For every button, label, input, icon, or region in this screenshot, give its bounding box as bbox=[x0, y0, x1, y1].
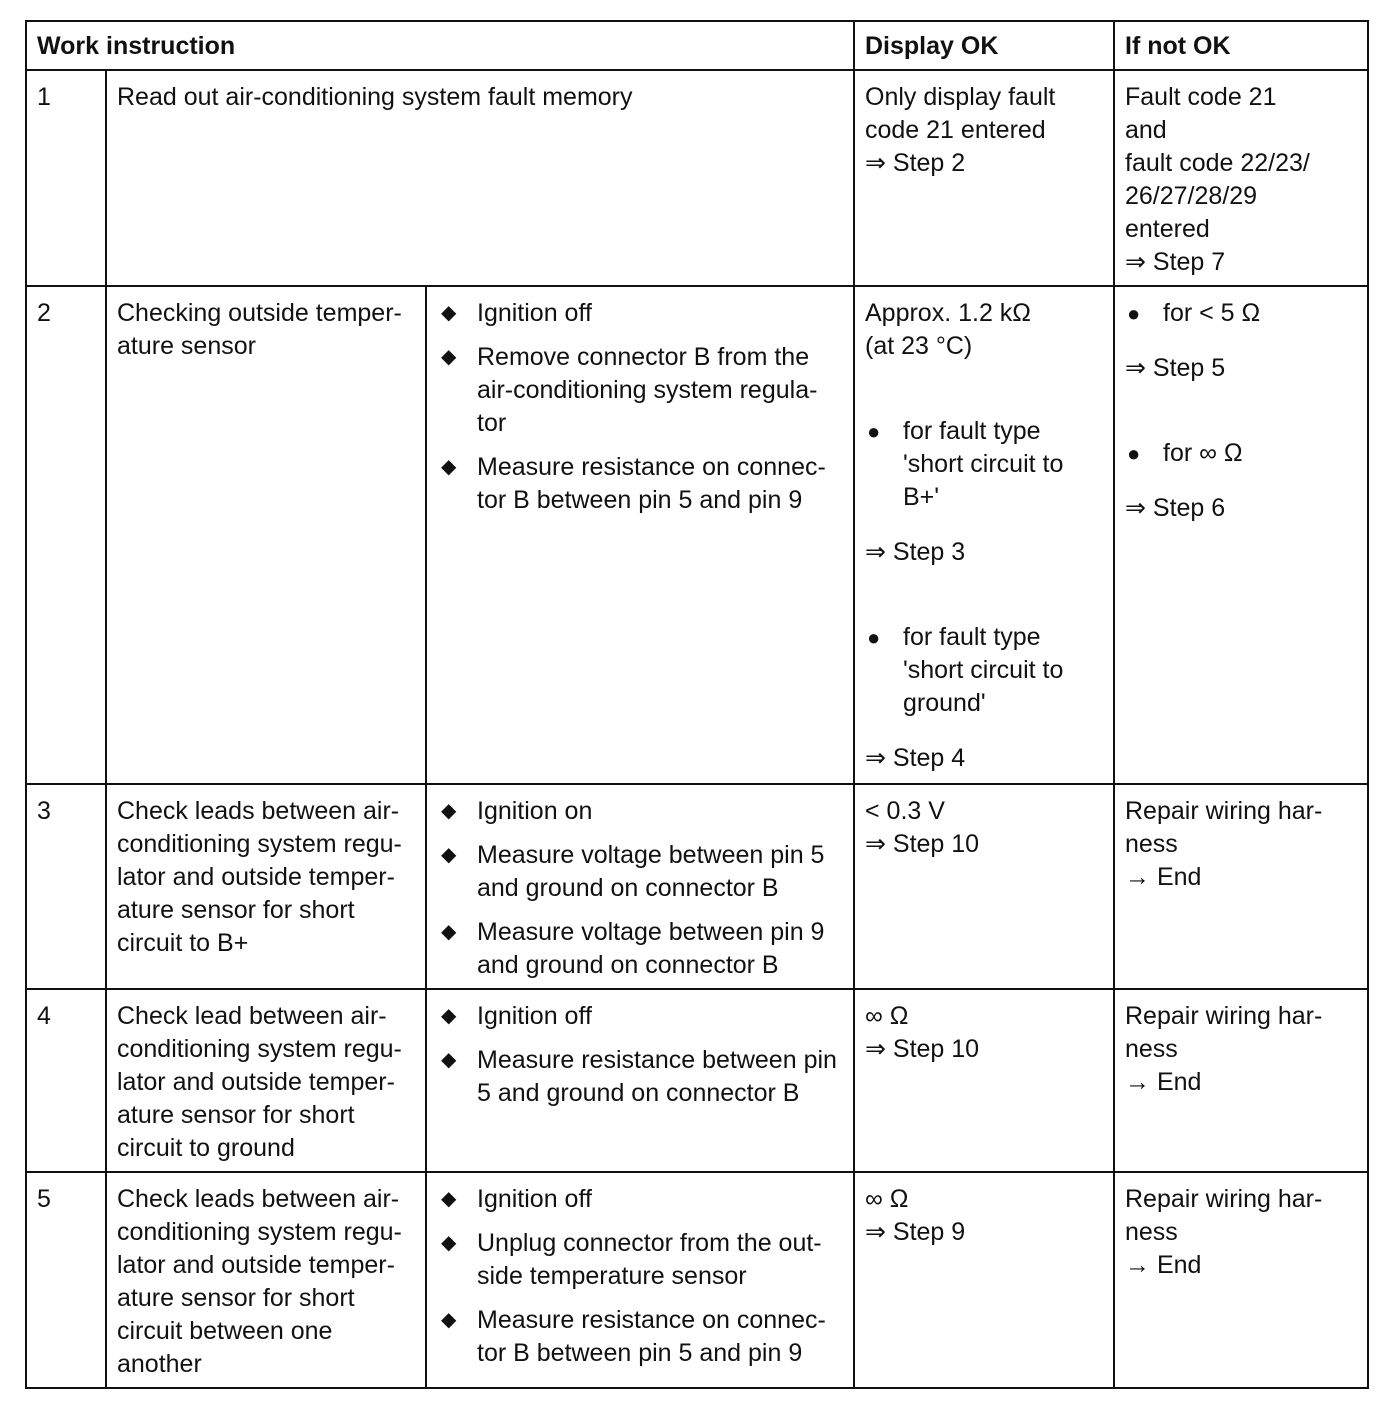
case-result: ⇒ Step 3 bbox=[865, 538, 966, 566]
step-actions bbox=[426, 784, 854, 989]
display-ok-line: Only display fault bbox=[865, 83, 1056, 111]
not-ok-line: Repair wiring har-ness bbox=[1125, 1002, 1323, 1063]
diamond-bullet-icon: ◆ bbox=[441, 456, 457, 478]
case-result: ⇒ Step 6 bbox=[1125, 494, 1226, 522]
step-number: 1 bbox=[26, 70, 106, 286]
not-ok-line: Repair wiring har-ness bbox=[1125, 797, 1323, 858]
dot-bullet-icon: ● bbox=[867, 419, 881, 444]
step-number: 4 bbox=[26, 989, 106, 1172]
diamond-bullet-icon: ◆ bbox=[441, 1049, 457, 1071]
not-ok-cell bbox=[1114, 286, 1368, 784]
step-title: Read out air-conditioning system fault memory bbox=[106, 70, 854, 286]
action-item: ◆ Remove connector B from the air-conditioning system regula-tor bbox=[441, 343, 818, 437]
not-ok-line: Repair wiring har-ness bbox=[1125, 1185, 1323, 1246]
display-ok-cell bbox=[854, 70, 1114, 286]
table-row bbox=[26, 70, 1368, 286]
not-ok-cell bbox=[1114, 784, 1368, 989]
fault-case: ● for fault type 'short circuit to ground' bbox=[867, 623, 1064, 717]
action-item: ◆ Unplug connector from the out-side temperature sensor bbox=[441, 1229, 822, 1290]
diamond-bullet-icon: ◆ bbox=[441, 346, 457, 368]
display-ok-line: ∞ Ω bbox=[865, 1002, 909, 1030]
display-ok-line: ∞ Ω bbox=[865, 1185, 909, 1213]
header-if-not-ok: If not OK bbox=[1114, 21, 1368, 70]
dot-bullet-icon: ● bbox=[867, 625, 881, 650]
not-ok-line: → End bbox=[1125, 863, 1202, 891]
case-result: ⇒ Step 5 bbox=[1125, 354, 1226, 382]
display-ok-cell bbox=[854, 784, 1114, 989]
not-ok-cell bbox=[1114, 1172, 1368, 1388]
dot-bullet-icon: ● bbox=[1127, 441, 1141, 466]
not-ok-line: ⇒ Step 7 bbox=[1125, 248, 1226, 276]
action-item: ◆ Ignition on bbox=[437, 795, 843, 828]
display-ok-line: code 21 entered bbox=[865, 116, 1046, 144]
step-title: Check leads between air-conditioning system regu-lator and outside temper-ature sensor for short circuit between one another bbox=[106, 1172, 426, 1388]
action-item: ◆ Measure voltage between pin 5 and ground on connector B bbox=[441, 841, 825, 902]
not-ok-line: entered bbox=[1125, 215, 1210, 243]
not-ok-line: → End bbox=[1125, 1251, 1202, 1279]
display-ok-line: ⇒ Step 9 bbox=[865, 1218, 966, 1246]
display-ok-line: ⇒ Step 2 bbox=[865, 149, 966, 177]
display-ok-cell bbox=[854, 286, 1114, 784]
fault-case: ● for fault type 'short circuit to B+' bbox=[867, 417, 1064, 511]
step-title: Check lead between air-conditioning system regu-lator and outside temper-ature sensor for short circuit to ground bbox=[106, 989, 426, 1172]
not-ok-line: → End bbox=[1125, 1068, 1202, 1096]
table-header-row bbox=[26, 21, 1368, 70]
diamond-bullet-icon: ◆ bbox=[441, 302, 457, 324]
step-title: Checking outside temper-ature sensor bbox=[106, 286, 426, 784]
display-ok-cell bbox=[854, 1172, 1114, 1388]
step-actions bbox=[426, 989, 854, 1172]
not-ok-cell bbox=[1114, 70, 1368, 286]
step-title: Check leads between air-conditioning system regu-lator and outside temper-ature sensor for short circuit to B+ bbox=[106, 784, 426, 989]
diamond-bullet-icon: ◆ bbox=[441, 1232, 457, 1254]
fault-case: ● for ∞ Ω bbox=[1125, 437, 1357, 470]
not-ok-line: 26/27/28/29 bbox=[1125, 182, 1258, 210]
table-row bbox=[26, 286, 1368, 784]
case-result: ⇒ Step 4 bbox=[865, 744, 966, 772]
step-actions bbox=[426, 286, 854, 784]
action-item: ◆ Measure resistance between pin 5 and ground on connector B bbox=[441, 1046, 837, 1107]
not-ok-cell bbox=[1114, 989, 1368, 1172]
table-row bbox=[26, 989, 1368, 1172]
step-number: 2 bbox=[26, 286, 106, 784]
diamond-bullet-icon: ◆ bbox=[441, 921, 457, 943]
step-number: 3 bbox=[26, 784, 106, 989]
step-number: 5 bbox=[26, 1172, 106, 1388]
display-ok-cell bbox=[854, 989, 1114, 1172]
action-item: ◆ Ignition off bbox=[437, 1183, 843, 1216]
display-ok-line: < 0.3 V bbox=[865, 797, 945, 825]
not-ok-line: and bbox=[1125, 116, 1167, 144]
action-item: ◆ Measure voltage between pin 9 and ground on connector B bbox=[441, 918, 825, 979]
action-item: ◆ Ignition off bbox=[437, 1000, 843, 1033]
header-display-ok: Display OK bbox=[854, 21, 1114, 70]
not-ok-line: fault code 22/23/ bbox=[1125, 149, 1310, 177]
diamond-bullet-icon: ◆ bbox=[441, 844, 457, 866]
action-item: ◆ Ignition off bbox=[437, 297, 843, 330]
action-item: ◆ Measure resistance on connec-tor B between pin 5 and pin 9 bbox=[441, 453, 826, 514]
step-actions bbox=[426, 1172, 854, 1388]
fault-case: ● for < 5 Ω bbox=[1125, 297, 1357, 330]
action-item: ◆ Measure resistance on connec-tor B between pin 5 and pin 9 bbox=[441, 1306, 826, 1367]
display-ok-condition: (at 23 °C) bbox=[865, 332, 973, 360]
diamond-bullet-icon: ◆ bbox=[441, 1309, 457, 1331]
table-row bbox=[26, 1172, 1368, 1388]
work-instruction-table bbox=[25, 20, 1369, 1389]
not-ok-line: Fault code 21 bbox=[1125, 83, 1277, 111]
display-ok-value: Approx. 1.2 kΩ bbox=[865, 299, 1031, 327]
diamond-bullet-icon: ◆ bbox=[441, 800, 457, 822]
display-ok-line: ⇒ Step 10 bbox=[865, 1035, 980, 1063]
display-ok-line: ⇒ Step 10 bbox=[865, 830, 980, 858]
table-row bbox=[26, 784, 1368, 989]
dot-bullet-icon: ● bbox=[1127, 301, 1141, 326]
diamond-bullet-icon: ◆ bbox=[441, 1188, 457, 1210]
diamond-bullet-icon: ◆ bbox=[441, 1005, 457, 1027]
header-work-instruction: Work instruction bbox=[26, 21, 854, 70]
